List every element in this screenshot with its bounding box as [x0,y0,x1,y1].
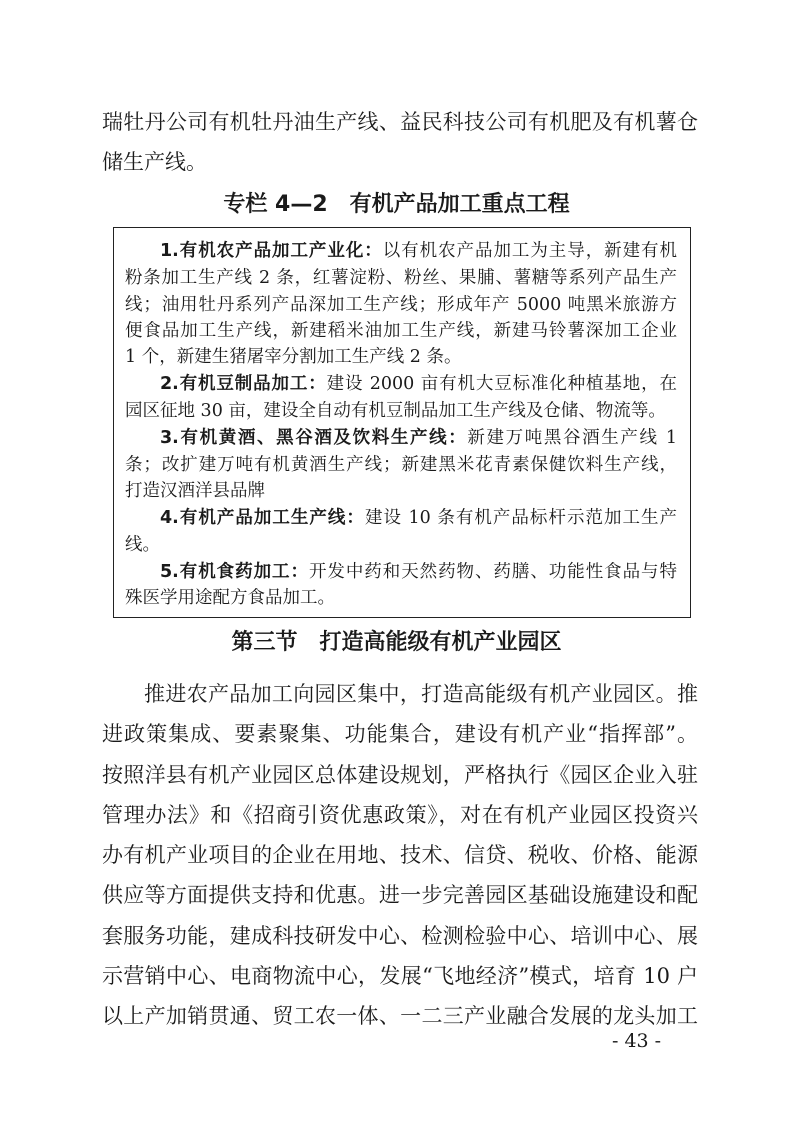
section-line-8: 示营销中心、电商物流中心，发展“飞地经济”模式，培育 10 户 [102,964,698,988]
section-line-2: 进政策集成、要素聚集、功能集合，建设有机产业“指挥部”。 [102,722,698,746]
section-line-6: 供应等方面提供支持和优惠。进一步完善园区基础设施建设和配 [102,883,698,907]
section-line-3: 按照洋县有机产业园区总体建设规划，严格执行《园区企业入驻 [102,763,698,787]
box-item-1-heading: 1.有机农产品加工产业化： [160,241,383,261]
box-item-2-line-1: 2.有机豆制品加工：建设 2000 亩有机大豆标准化种植基地，在 [160,374,677,394]
box-item-3-line-1: 3.有机黄酒、黑谷酒及饮料生产线：新建万吨黑谷酒生产线 1 [160,428,677,448]
box-item-1-line-4: 便食品加工生产线，新建稻米油加工生产线，新建马铃薯深加工企业 [125,321,677,341]
intro-line-2: 储生产线。 [102,150,207,174]
section-line-5: 办有机产业项目的企业在用地、技术、信贷、税收、价格、能源 [102,843,698,867]
box-item-1-line-3: 线；油用牡丹系列产品深加工生产线；形成年产 5000 吨黑米旅游方 [125,295,677,315]
page-number: - 43 - [612,1030,662,1052]
box-item-4-line-2: 线。 [125,535,160,555]
box-item-1-line-1: 1.有机农产品加工产业化：以有机农产品加工为主导，新建有机 [160,241,677,261]
section-line-1: 推进农产品加工向园区集中，打造高能级有机产业园区。推 [144,682,698,706]
box-item-3-heading: 3.有机黄酒、黑谷酒及饮料生产线： [160,428,468,448]
section-line-4: 管理办法》和《招商引资优惠政策》，对在有机产业园区投资兴 [102,803,698,827]
section-line-9: 以上产加销贯通、贸工农一体、一二三产业融合发展的龙头加工 [102,1004,698,1028]
box-item-1-line-5: 1 个，新建生猪屠宰分割加工生产线 2 条。 [125,347,462,367]
box-item-4-heading: 4.有机产品加工生产线： [160,508,365,528]
box-item-3-line-3: 打造汉酒洋县品牌 [125,481,265,501]
box-item-2-line-2: 园区征地 30 亩，建设全自动有机豆制品加工生产线及仓储、物流等。 [125,401,666,421]
box-item-4-line-1: 4.有机产品加工生产线：建设 10 条有机产品标杆示范加工生产 [160,508,677,528]
box-item-2-heading: 2.有机豆制品加工： [160,374,327,394]
intro-line-1: 瑞牡丹公司有机牡丹油生产线、益民科技公司有机肥及有机薯仓 [102,110,698,134]
box-item-3-line-2: 条；改扩建万吨有机黄酒生产线；新建黑米花青素保健饮料生产线， [125,455,677,475]
box-item-5-line-2: 殊医学用途配方食品加工。 [125,588,335,608]
box-item-5-heading: 5.有机食药加工： [160,562,309,582]
box-item-5-line-1: 5.有机食药加工：开发中药和天然药物、药膳、功能性食品与特 [160,562,678,582]
box-item-1-line-2: 粉条加工生产线 2 条，红薯淀粉、粉丝、果脯、薯糖等系列产品生产 [125,268,677,288]
section-title: 第三节 打造高能级有机产业园区 [231,630,562,655]
box-title: 专栏 4—2 有机产品加工重点工程 [223,192,570,217]
section-line-7: 套服务功能，建成科技研发中心、检测检验中心、培训中心、展 [102,924,698,948]
